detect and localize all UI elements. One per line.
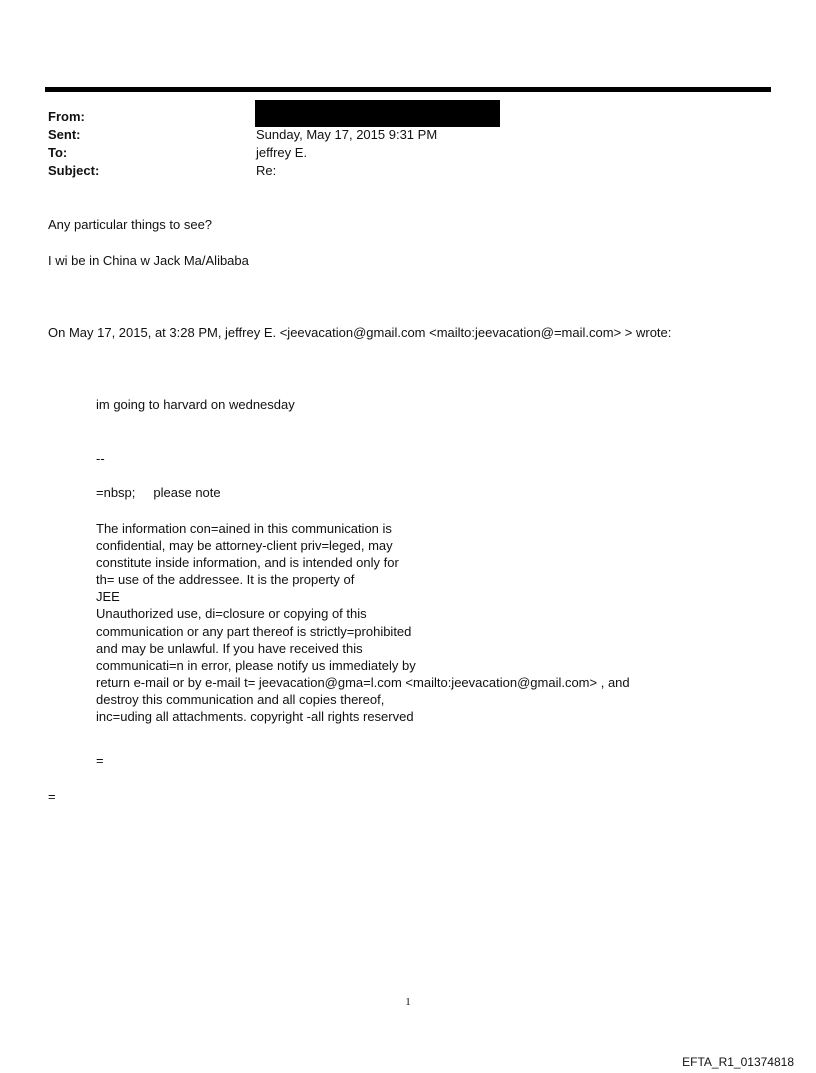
document-id: EFTA_R1_01374818	[682, 1055, 794, 1069]
header-rule	[45, 87, 771, 92]
equals-mark-outer: =	[48, 789, 56, 804]
disclaimer-line: return e-mail or by e-mail t= jeevacation@gma=l.com <mailto:jeevacation@gmail.com> , and	[96, 674, 630, 690]
nbsp-line	[96, 484, 221, 502]
to-label: To:	[48, 145, 68, 160]
disclaimer-line: th= use of the addressee. It is the property of	[96, 572, 355, 588]
disclaimer-line: communicati=n in error, please notify us immediately by	[96, 657, 416, 673]
body-line-1: Any particular things to see?	[48, 217, 213, 232]
disclaimer-line: constitute inside information, and is intended only for	[96, 555, 399, 571]
equals-mark-inner: =	[96, 753, 104, 768]
disclaimer-line: and may be unlawful. If you have received this	[96, 640, 363, 656]
quote-intro: On May 17, 2015, at 3:28 PM, jeffrey E. <jeevacation@gmail.com <mailto:jeevacation@=mail.com> > wrote:	[48, 325, 672, 340]
page-number: 1	[405, 996, 411, 1008]
disclaimer-line: inc=uding all attachments. copyright -all rights reserved	[96, 709, 414, 725]
please-note-text: please note	[153, 485, 221, 500]
nbsp-text: =nbsp;	[96, 485, 136, 500]
sent-label: Sent:	[48, 127, 81, 142]
subject-value: Re:	[256, 163, 277, 178]
disclaimer-line: destroy this communication and all copies thereof,	[96, 691, 385, 707]
disclaimer-line: Unauthorized use, di=closure or copying of this	[96, 606, 367, 622]
disclaimer-line: JEE	[96, 589, 120, 605]
body-line-2: I wi be in China w Jack Ma/Alibaba	[48, 253, 249, 268]
subject-label: Subject:	[48, 163, 100, 178]
disclaimer-block	[96, 520, 630, 725]
quoted-message: im going to harvard on wednesday	[96, 397, 295, 412]
signature-dash: --	[96, 451, 105, 466]
sent-value: Sunday, May 17, 2015 9:31 PM	[256, 127, 438, 142]
disclaimer-line: The information con=ained in this communication is	[96, 521, 392, 536]
redacted-sender	[255, 100, 500, 127]
disclaimer-line: communication or any part thereof is strictly=prohibited	[96, 623, 412, 639]
from-label: From:	[48, 109, 85, 124]
disclaimer-line: confidential, may be attorney-client priv=leged, may	[96, 538, 393, 554]
to-value: jeffrey E.	[256, 145, 308, 160]
